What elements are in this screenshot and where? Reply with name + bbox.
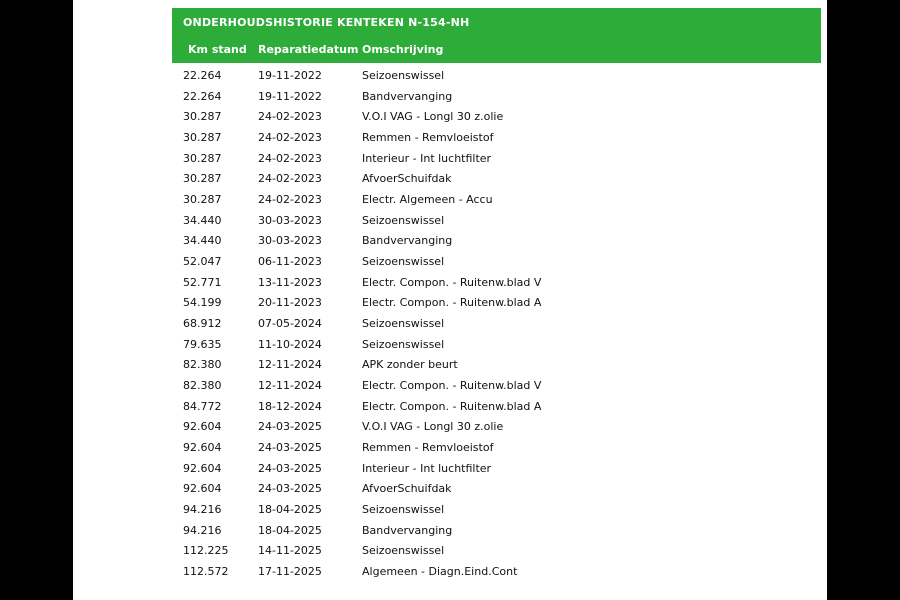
cell-date: 17-11-2025 bbox=[258, 565, 322, 579]
cell-km: 112.572 bbox=[183, 565, 229, 579]
table-row bbox=[172, 561, 821, 582]
cell-date: 12-11-2024 bbox=[258, 358, 322, 372]
cell-date: 14-11-2025 bbox=[258, 544, 322, 558]
cell-km: 30.287 bbox=[183, 151, 222, 165]
cell-km: 34.440 bbox=[183, 213, 222, 227]
cell-description: AfvoerSchuifdak bbox=[362, 482, 452, 496]
table-row bbox=[172, 375, 821, 396]
table-row bbox=[172, 86, 821, 107]
cell-description: APK zonder beurt bbox=[362, 358, 458, 372]
table-row bbox=[172, 396, 821, 417]
cell-description: Interieur - Int luchtfilter bbox=[362, 151, 492, 165]
cell-date: 12-11-2024 bbox=[258, 379, 322, 393]
table-row bbox=[172, 272, 821, 293]
cell-description: Electr. Algemeen - Accu bbox=[362, 193, 493, 207]
cell-km: 54.199 bbox=[183, 296, 222, 310]
cell-description: Seizoenswissel bbox=[362, 544, 445, 558]
cell-km: 92.604 bbox=[183, 420, 222, 434]
cell-description: Seizoenswissel bbox=[362, 255, 445, 269]
cell-description: Interieur - Int luchtfilter bbox=[362, 461, 492, 475]
cell-description: Remmen - Remvloeistof bbox=[362, 441, 494, 455]
page-sheet bbox=[73, 0, 827, 600]
table-row bbox=[172, 230, 821, 251]
cell-description: AfvoerSchuifdak bbox=[362, 172, 452, 186]
cell-km: 94.216 bbox=[183, 523, 222, 537]
table-row bbox=[172, 416, 821, 437]
cell-date: 24-03-2025 bbox=[258, 441, 322, 455]
table-row bbox=[172, 210, 821, 231]
cell-km: 30.287 bbox=[183, 193, 222, 207]
cell-km: 92.604 bbox=[183, 482, 222, 496]
column-headers bbox=[172, 43, 821, 57]
cell-description: Electr. Compon. - Ruitenw.blad V bbox=[362, 379, 542, 393]
table-row bbox=[172, 520, 821, 541]
cell-date: 30-03-2023 bbox=[258, 234, 322, 248]
cell-km: 30.287 bbox=[183, 172, 222, 186]
table-row bbox=[172, 540, 821, 561]
cell-km: 52.047 bbox=[183, 255, 222, 269]
cell-date: 19-11-2022 bbox=[258, 69, 322, 82]
table-row bbox=[172, 292, 821, 313]
table-row bbox=[172, 148, 821, 169]
cell-description: Bandvervanging bbox=[362, 234, 453, 248]
table-row bbox=[172, 65, 821, 86]
table-title: ONDERHOUDSHISTORIE KENTEKEN N-154-NH bbox=[183, 16, 470, 29]
column-header-date: Reparatiedatum bbox=[258, 43, 359, 56]
cell-km: 52.771 bbox=[183, 275, 222, 289]
maintenance-history-table bbox=[172, 8, 821, 579]
column-header-km: Km stand bbox=[188, 43, 247, 56]
cell-date: 24-02-2023 bbox=[258, 110, 322, 124]
table-row bbox=[172, 251, 821, 272]
cell-description: Bandvervanging bbox=[362, 89, 453, 103]
cell-description: Algemeen - Diagn.Eind.Cont bbox=[362, 565, 518, 579]
cell-description: Seizoenswissel bbox=[362, 317, 445, 331]
cell-date: 24-03-2025 bbox=[258, 461, 322, 475]
cell-description: Electr. Compon. - Ruitenw.blad V bbox=[362, 275, 542, 289]
table-row bbox=[172, 106, 821, 127]
cell-date: 13-11-2023 bbox=[258, 275, 322, 289]
cell-km: 79.635 bbox=[183, 337, 222, 351]
table-row bbox=[172, 437, 821, 458]
table-body bbox=[172, 65, 821, 582]
cell-date: 18-04-2025 bbox=[258, 523, 322, 537]
cell-description: V.O.I VAG - Longl 30 z.olie bbox=[362, 420, 504, 434]
cell-km: 82.380 bbox=[183, 379, 222, 393]
cell-km: 30.287 bbox=[183, 131, 222, 145]
cell-km: 30.287 bbox=[183, 110, 222, 124]
cell-km: 112.225 bbox=[183, 544, 229, 558]
cell-description: Seizoenswissel bbox=[362, 213, 445, 227]
table-row bbox=[172, 458, 821, 479]
table-row bbox=[172, 354, 821, 375]
cell-date: 18-12-2024 bbox=[258, 399, 322, 413]
cell-km: 22.264 bbox=[183, 69, 222, 82]
cell-description: Electr. Compon. - Ruitenw.blad A bbox=[362, 296, 542, 310]
cell-date: 20-11-2023 bbox=[258, 296, 322, 310]
table-row bbox=[172, 127, 821, 148]
cell-description: Seizoenswissel bbox=[362, 69, 445, 82]
cell-km: 94.216 bbox=[183, 503, 222, 517]
table-row bbox=[172, 478, 821, 499]
cell-description: Seizoenswissel bbox=[362, 503, 445, 517]
table-header bbox=[172, 8, 821, 63]
cell-km: 84.772 bbox=[183, 399, 222, 413]
cell-date: 24-02-2023 bbox=[258, 151, 322, 165]
cell-description: Seizoenswissel bbox=[362, 337, 445, 351]
cell-date: 24-03-2025 bbox=[258, 420, 322, 434]
cell-km: 92.604 bbox=[183, 461, 222, 475]
table-row bbox=[172, 189, 821, 210]
cell-description: Bandvervanging bbox=[362, 523, 453, 537]
cell-date: 30-03-2023 bbox=[258, 213, 322, 227]
cell-date: 24-02-2023 bbox=[258, 193, 322, 207]
table-row bbox=[172, 168, 821, 189]
cell-date: 11-10-2024 bbox=[258, 337, 322, 351]
cell-date: 18-04-2025 bbox=[258, 503, 322, 517]
cell-description: Electr. Compon. - Ruitenw.blad A bbox=[362, 399, 542, 413]
cell-km: 92.604 bbox=[183, 441, 222, 455]
cell-km: 68.912 bbox=[183, 317, 222, 331]
cell-date: 07-05-2024 bbox=[258, 317, 322, 331]
cell-km: 82.380 bbox=[183, 358, 222, 372]
cell-km: 34.440 bbox=[183, 234, 222, 248]
cell-date: 19-11-2022 bbox=[258, 89, 322, 103]
cell-date: 06-11-2023 bbox=[258, 255, 322, 269]
cell-date: 24-03-2025 bbox=[258, 482, 322, 496]
cell-date: 24-02-2023 bbox=[258, 131, 322, 145]
cell-description: Remmen - Remvloeistof bbox=[362, 131, 494, 145]
column-header-description: Omschrijving bbox=[362, 43, 444, 56]
table-row bbox=[172, 334, 821, 355]
cell-km: 22.264 bbox=[183, 89, 222, 103]
cell-date: 24-02-2023 bbox=[258, 172, 322, 186]
table-row bbox=[172, 313, 821, 334]
cell-description: V.O.I VAG - Longl 30 z.olie bbox=[362, 110, 504, 124]
table-row bbox=[172, 499, 821, 520]
